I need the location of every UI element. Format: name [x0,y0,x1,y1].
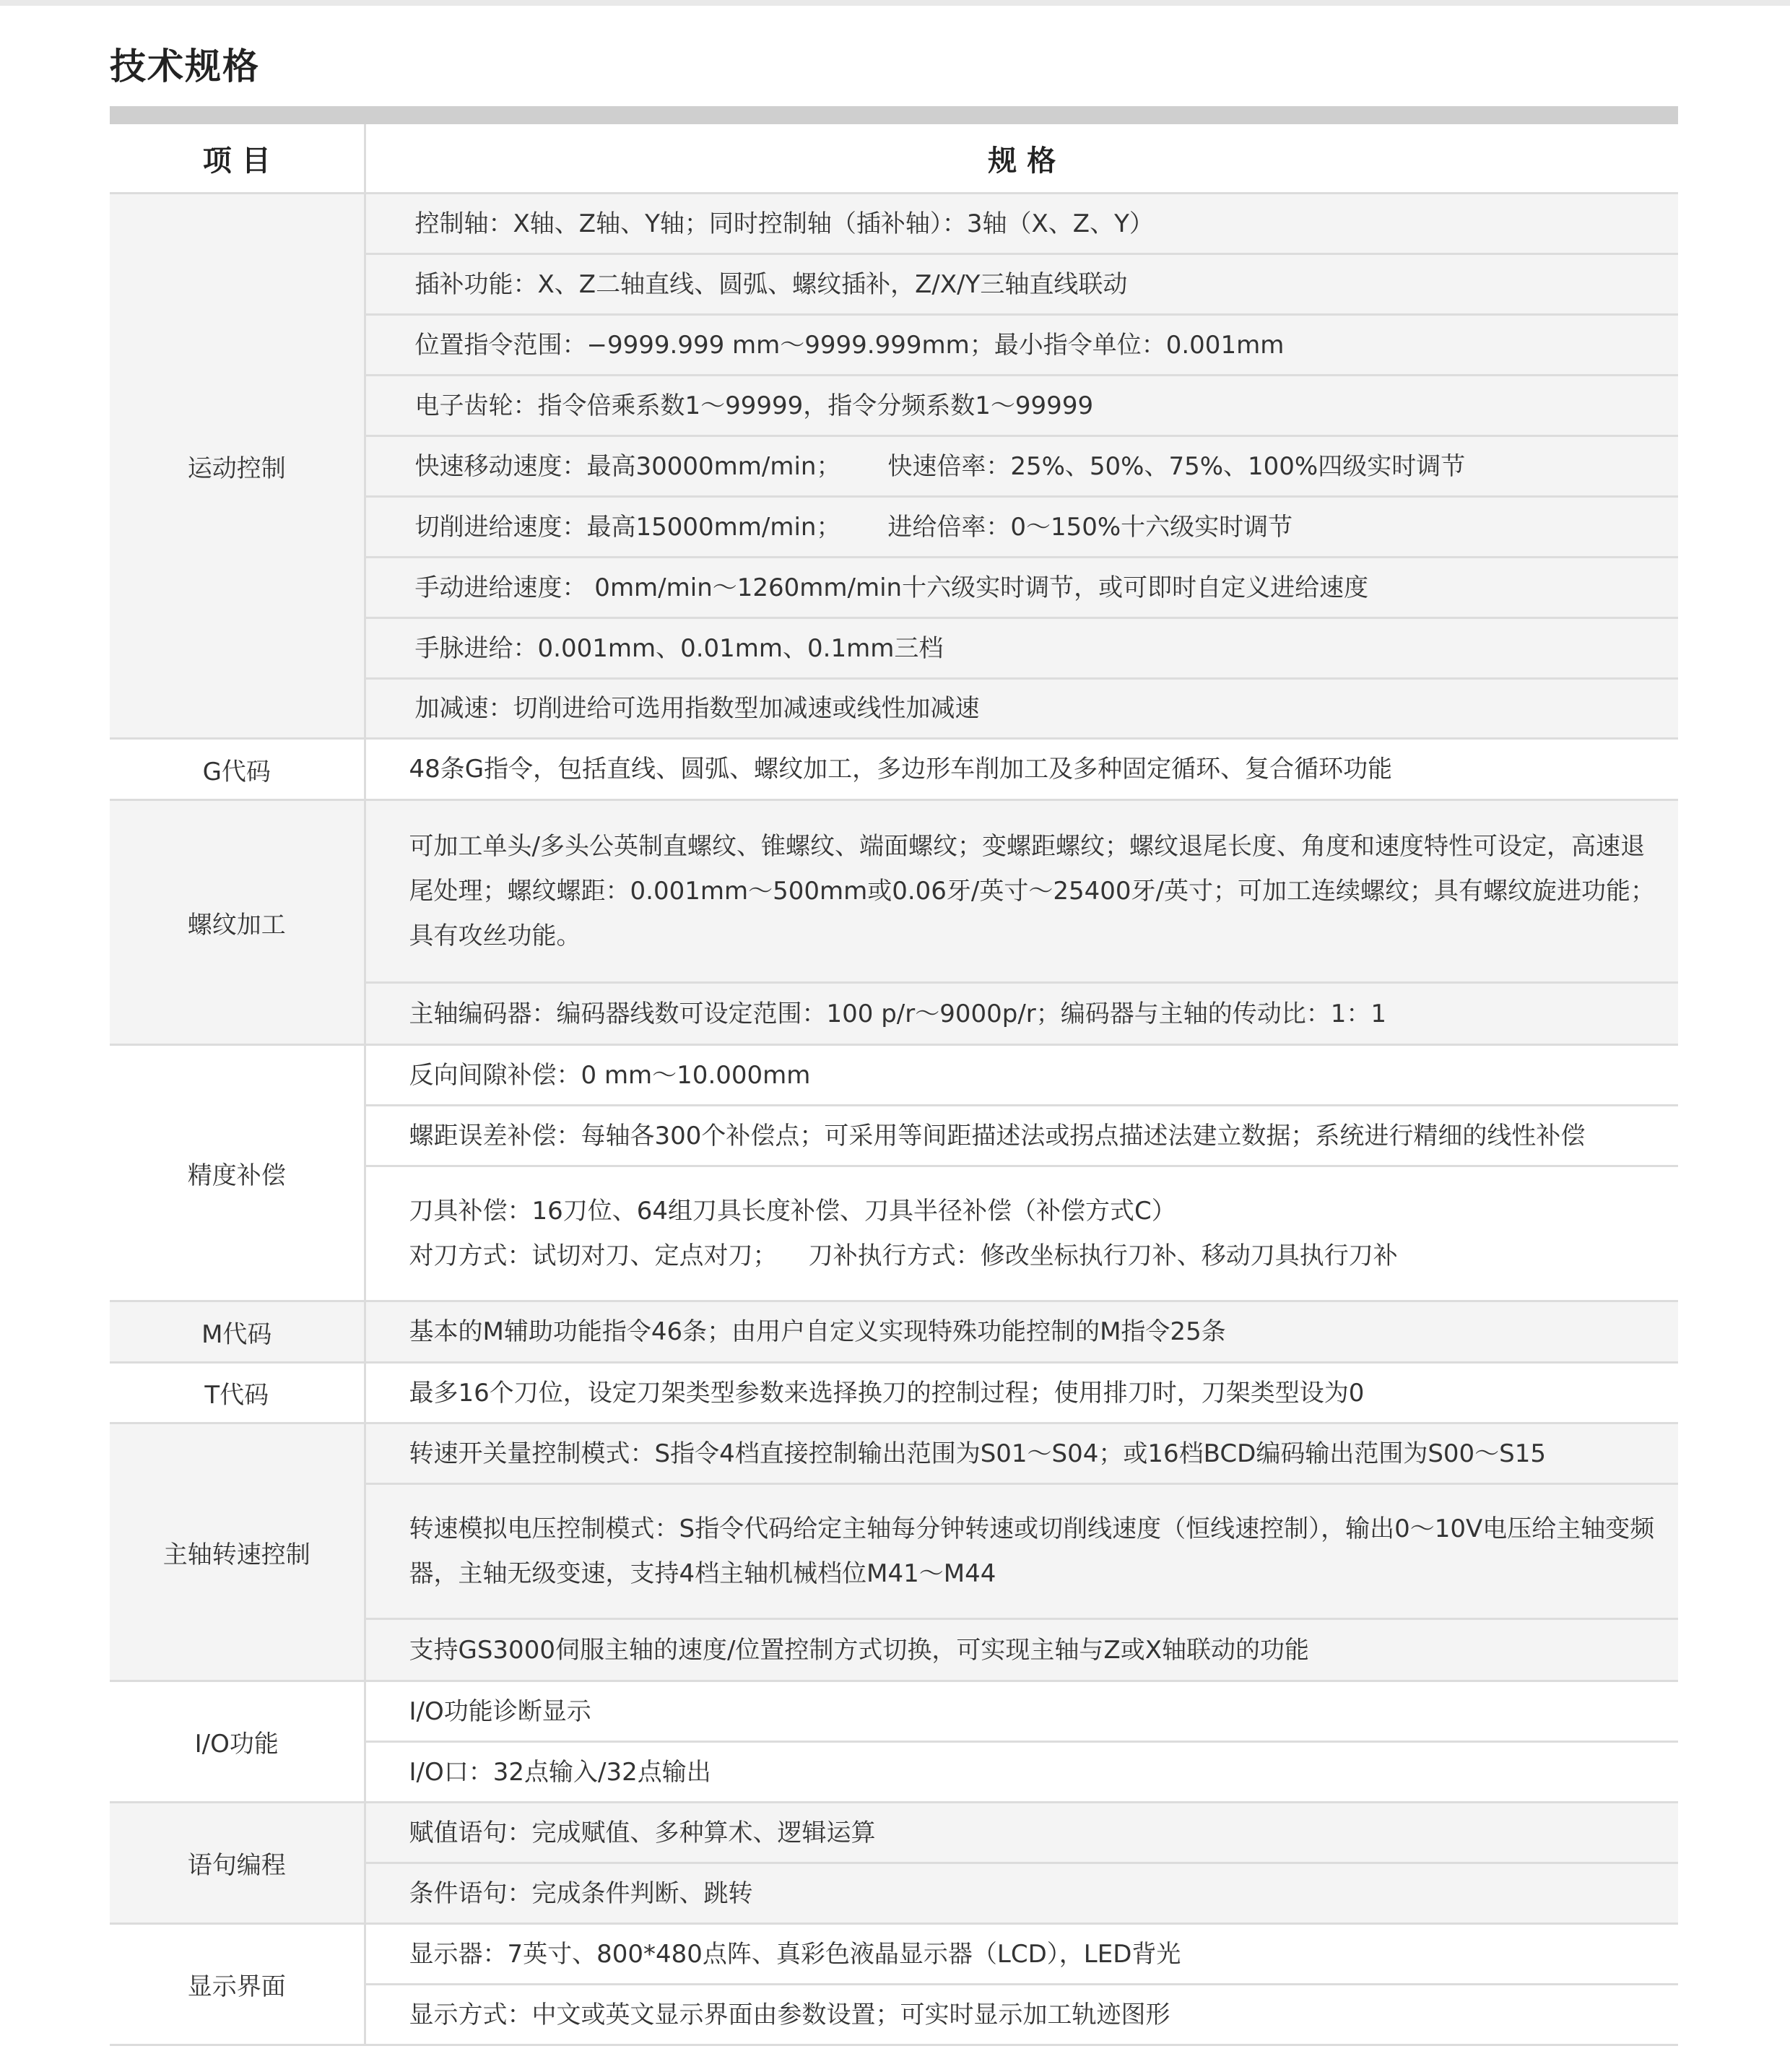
category-cell: 运动控制 [110,194,365,739]
spec-cell: 可加工单头/多头公英制直螺纹、锥螺纹、端面螺纹；变螺距螺纹；螺纹退尾长度、角度和速度特性可设定，高速退尾处理；螺纹螺距：0.001mm～500mm或0.06牙/英寸～25400牙/英寸；可加工连续螺纹；具有螺纹旋进功能；具有攻丝功能。 [365,800,1678,983]
spec-body [110,194,1678,2045]
spec-cell: 支持GS3000伺服主轴的速度/位置控制方式切换，可实现主轴与Z或X轴联动的功能 [365,1619,1678,1681]
top-border [0,0,1790,6]
spec-cell: 快速移动速度：最高30000mm/min； 快速倍率：25%、50%、75%、100%四级实时调节 [365,436,1678,497]
spec-cell: 插补功能：X、Z二轴直线、圆弧、螺纹插补，Z/X/Y三轴直线联动 [365,254,1678,315]
spec-cell: 赋值语句：完成赋值、多种算术、逻辑运算 [365,1803,1678,1863]
table-row [110,1803,1678,1863]
page-title: 技术规格 [110,45,260,87]
spec-cell: 切削进给速度：最高15000mm/min； 进给倍率：0～150%十六级实时调节 [365,497,1678,558]
category-cell: G代码 [110,739,365,800]
spec-cell: I/O口：32点输入/32点输出 [365,1742,1678,1803]
table-row [110,1045,1678,1106]
spec-cell: 48条G指令，包括直线、圆弧、螺纹加工，多边形车削加工及多种固定循环、复合循环功能 [365,739,1678,800]
table-row [110,194,1678,254]
spec-cell: 转速模拟电压控制模式：S指令代码给定主轴每分钟转速或切削线速度（恒线速控制），输出0～10V电压给主轴变频器，主轴无级变速，支持4档主轴机械档位M41～M44 [365,1484,1678,1619]
spec-cell: 手动进给速度： 0mm/min～1260mm/min十六级实时调节，或可即时自定义进给速度 [365,558,1678,618]
spec-cell: 电子齿轮：指令倍乘系数1～99999，指令分频系数1～99999 [365,376,1678,436]
spec-cell: 显示方式：中文或英文显示界面由参数设置；可实时显示加工轨迹图形 [365,1985,1678,2045]
spec-cell: 最多16个刀位，设定刀架类型参数来选择换刀的控制过程；使用排刀时，刀架类型设为0 [365,1363,1678,1423]
table-row [110,1423,1678,1484]
category-cell: 主轴转速控制 [110,1423,365,1681]
spec-cell: 刀具补偿：16刀位、64组刀具长度补偿、刀具半径补偿（补偿方式C） 对刀方式：试切对刀、定点对刀； 刀补执行方式：修改坐标执行刀补、移动刀具执行刀补 [365,1166,1678,1301]
spec-cell: 控制轴：X轴、Z轴、Y轴；同时控制轴（插补轴）：3轴（X、Z、Y） [365,194,1678,254]
category-cell: 语句编程 [110,1803,365,1924]
category-cell: 螺纹加工 [110,800,365,1045]
spec-cell: 转速开关量控制模式：S指令4档直接控制输出范围为S01～S04；或16档BCD编码输出范围为S00～S15 [365,1423,1678,1484]
table-row [110,1301,1678,1363]
spec-cell: 加减速：切削进给可选用指数型加减速或线性加减速 [365,679,1678,739]
spec-cell: 反向间隙补偿：0 mm～10.000mm [365,1045,1678,1106]
spec-cell: 主轴编码器：编码器线数可设定范围：100 p/r～9000p/r；编码器与主轴的传动比：1：1 [365,983,1678,1045]
spec-cell: 显示器：7英寸、800*480点阵、真彩色液晶显示器（LCD），LED背光 [365,1924,1678,1985]
category-cell: I/O功能 [110,1681,365,1803]
spec-cell: I/O功能诊断显示 [365,1681,1678,1742]
category-cell: M代码 [110,1301,365,1363]
category-cell: T代码 [110,1363,365,1423]
spec-table [110,124,1678,2046]
spec-cell: 条件语句：完成条件判断、跳转 [365,1863,1678,1924]
table-row [110,800,1678,983]
header-item: 项 目 [110,124,365,194]
table-row [110,1363,1678,1423]
header-row [110,124,1678,194]
table-row [110,739,1678,800]
spec-cell: 螺距误差补偿：每轴各300个补偿点；可采用等间距描述法或拐点描述法建立数据；系统进行精细的线性补偿 [365,1106,1678,1166]
title-bar [110,106,1678,124]
spec-cell: 位置指令范围：−9999.999 mm～9999.999mm；最小指令单位：0.001mm [365,315,1678,376]
header-spec: 规 格 [365,124,1678,194]
category-cell: 显示界面 [110,1924,365,2045]
table-row [110,1924,1678,1985]
spec-cell: 手脉进给：0.001mm、0.01mm、0.1mm三档 [365,618,1678,679]
category-cell: 精度补偿 [110,1045,365,1301]
table-row [110,1681,1678,1742]
spec-cell: 基本的M辅助功能指令46条；由用户自定义实现特殊功能控制的M指令25条 [365,1301,1678,1363]
